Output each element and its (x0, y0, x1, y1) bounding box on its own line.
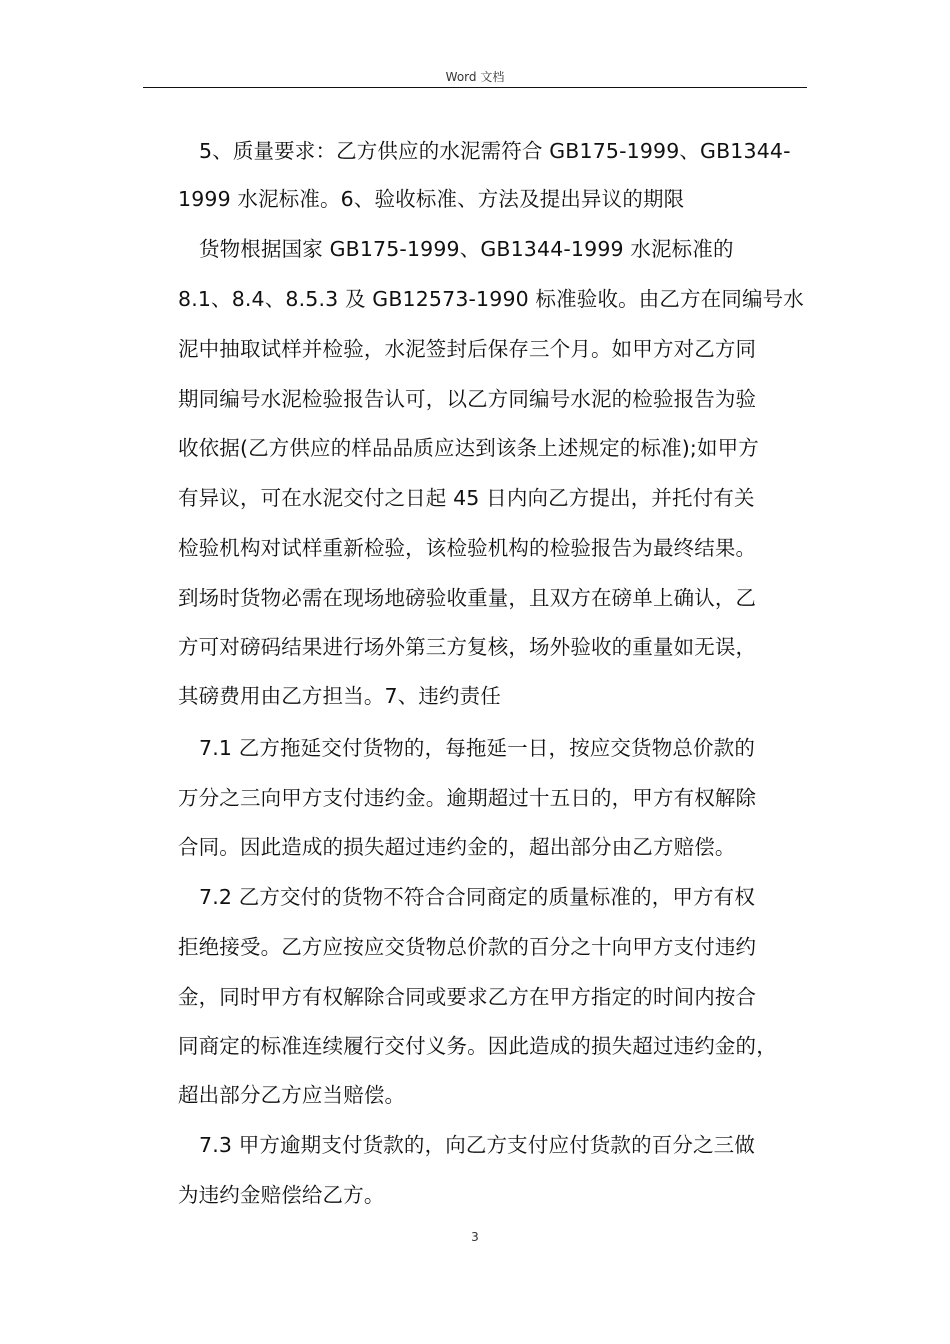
text-line: 为违约金赔偿给乙方。 (178, 1183, 385, 1207)
text-line: 检验机构对试样重新检验，该检验机构的检验报告为最终结果。 (178, 536, 757, 560)
text-line: 7.2 乙方交付的货物不符合合同商定的质量标准的，甲方有权 (199, 885, 755, 909)
text-line: 超出部分乙方应当赔偿。 (178, 1083, 406, 1107)
text-line: 合同。因此造成的损失超过违约金的，超出部分由乙方赔偿。 (178, 835, 736, 859)
header-divider (143, 87, 807, 88)
text-line: 方可对磅码结果进行场外第三方复核，场外验收的重量如无误， (178, 635, 757, 659)
text-line: 1999 水泥标准。6、验收标准、方法及提出异议的期限 (178, 187, 685, 211)
text-line: 拒绝接受。乙方应按应交货物总价款的百分之十向甲方支付违约 (178, 935, 757, 959)
text-line: 金，同时甲方有权解除合同或要求乙方在甲方指定的时间内按合 (178, 985, 757, 1009)
text-line: 万分之三向甲方支付违约金。逾期超过十五日的，甲方有权解除 (178, 786, 757, 810)
text-line: 5、质量要求：乙方供应的水泥需符合 GB175-1999、GB1344- (199, 139, 791, 163)
page-header-title: Word 文档 (445, 70, 505, 84)
text-line: 7.1 乙方拖延交付货物的，每拖延一日，按应交货物总价款的 (199, 736, 755, 760)
text-line: 其磅费用由乙方担当。7、违约责任 (178, 684, 501, 708)
page-number: 3 (471, 1230, 479, 1244)
text-line: 8.1、8.4、8.5.3 及 GB12573-1990 标准验收。由乙方在同编号水 (178, 287, 804, 311)
text-line: 有异议，可在水泥交付之日起 45 日内向乙方提出，并托付有关 (178, 486, 755, 510)
text-line: 同商定的标准连续履行交付义务。因此造成的损失超过违约金的， (178, 1034, 777, 1058)
text-line: 收依据(乙方供应的样品品质应达到该条上述规定的标准);如甲方 (178, 436, 759, 460)
text-line: 到场时货物必需在现场地磅验收重量，且双方在磅单上确认，乙 (178, 586, 757, 610)
text-line: 7.3 甲方逾期支付货款的，向乙方支付应付货款的百分之三做 (199, 1133, 755, 1157)
text-line: 期同编号水泥检验报告认可，以乙方同编号水泥的检验报告为验 (178, 387, 757, 411)
text-line: 货物根据国家 GB175-1999、GB1344-1999 水泥标准的 (199, 237, 734, 261)
text-line: 泥中抽取试样并检验，水泥签封后保存三个月。如甲方对乙方同 (178, 337, 757, 361)
